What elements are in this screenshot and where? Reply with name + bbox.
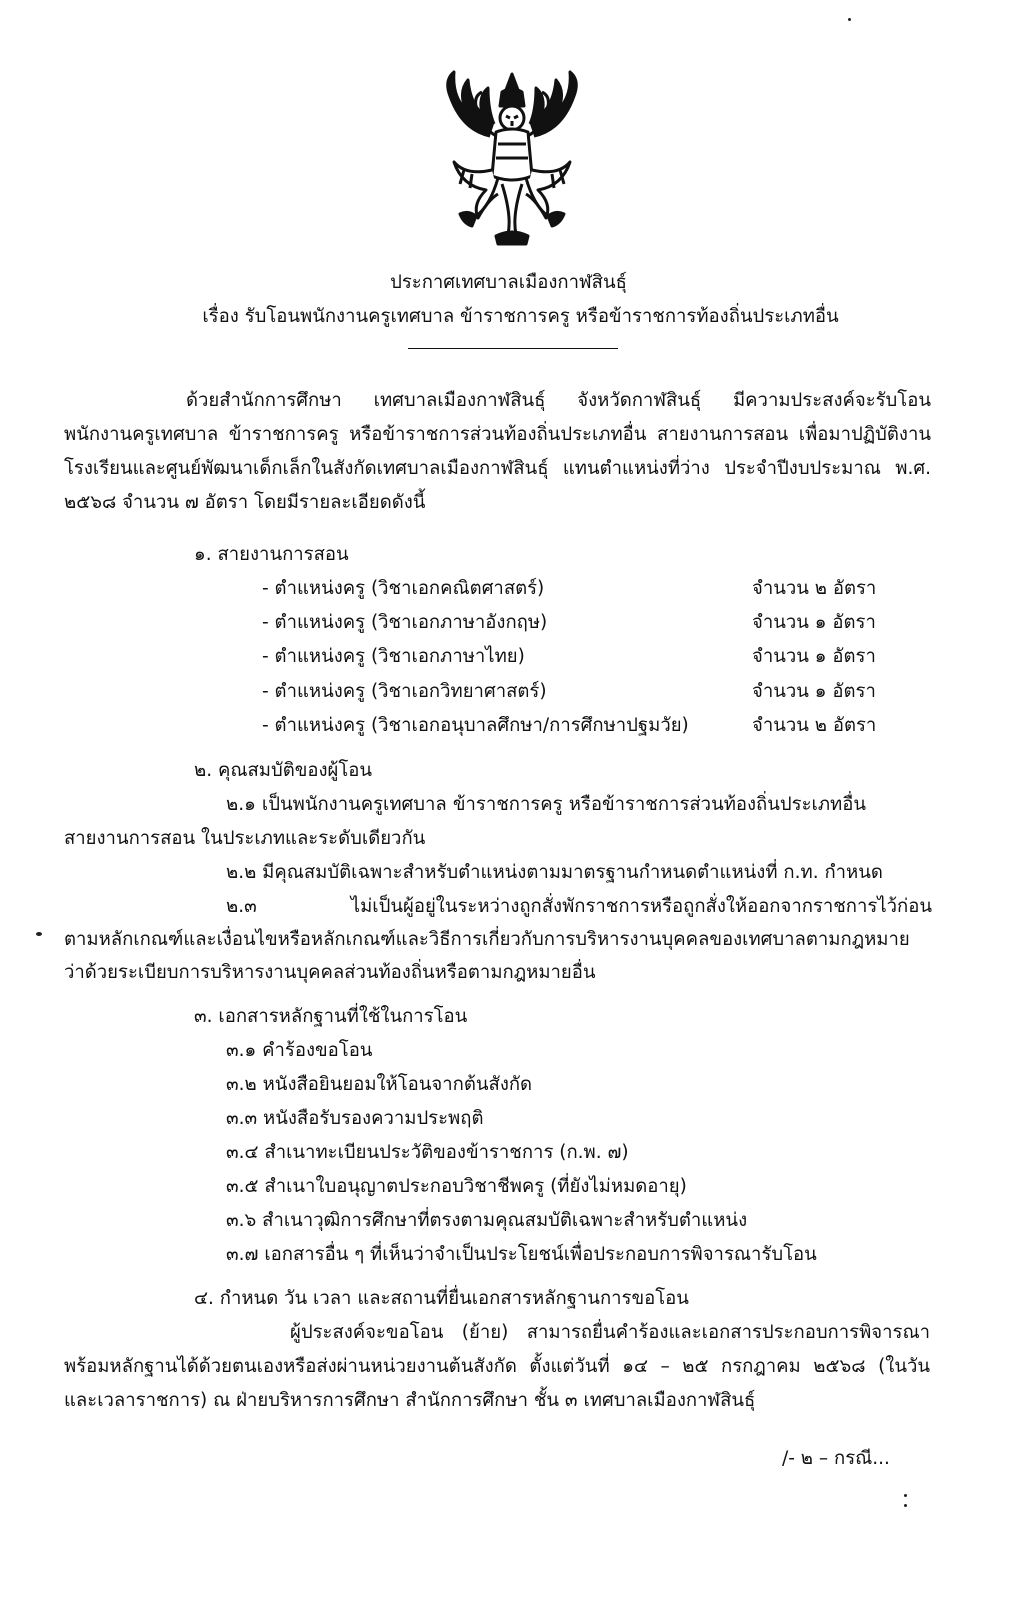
intro-line: ๒๕๖๘ จำนวน ๗ อัตรา โดยมีรายละเอียดดังนี้ xyxy=(64,492,426,513)
position-quantity: จำนวน ๑ อัตรา xyxy=(752,612,876,633)
document-item: ๓.๔ สำเนาทะเบียนประวัติของข้าราชการ (ก.พ. ๗) xyxy=(226,1142,629,1163)
announcement-subject: เรื่อง รับโอนพนักงานครูเทศบาล ข้าราชการครู หรือข้าราชการท้องถิ่นประเภทอื่น xyxy=(202,306,839,327)
qualification-item: ว่าด้วยระเบียบการบริหารงานบุคคลส่วนท้องถิ่นหรือตามกฎหมายอื่น xyxy=(64,962,596,983)
position-quantity: จำนวน ๑ อัตรา xyxy=(752,646,876,667)
document-item: ๓.๒ หนังสือยินยอมให้โอนจากต้นสังกัด xyxy=(226,1074,533,1095)
position-label: - ตำแหน่งครู (วิชาเอกภาษาไทย) xyxy=(262,646,525,667)
scan-speck xyxy=(904,1494,907,1497)
section-3-heading: ๓. เอกสารหลักฐานที่ใช้ในการโอน xyxy=(194,1006,468,1027)
announcement-title: ประกาศเทศบาลเมืองกาฬสินธุ์ xyxy=(390,272,627,293)
position-quantity: จำนวน ๒ อัตรา xyxy=(752,578,877,599)
intro-line: โรงเรียนและศูนย์พัฒนาเด็กเล็กในสังกัดเทศบาลเมืองกาฬสินธุ์ แทนตำแหน่งที่ว่าง ประจำปีงบประมาณ พ.ศ. xyxy=(64,458,931,479)
document-item: ๓.๗ เอกสารอื่น ๆ ที่เห็นว่าจำเป็นประโยชน์เพื่อประกอบการพิจารณารับโอน xyxy=(226,1244,817,1265)
position-label: - ตำแหน่งครู (วิชาเอกวิทยาศาสตร์) xyxy=(262,681,547,702)
qualification-item: สายงานการสอน ในประเภทและระดับเดียวกัน xyxy=(64,828,426,849)
document-item: ๓.๕ สำเนาใบอนุญาตประกอบวิชาชีพครู (ที่ยังไม่หมดอายุ) xyxy=(226,1176,687,1197)
scan-speck xyxy=(36,932,42,936)
document-item: ๓.๑ คำร้องขอโอน xyxy=(226,1040,373,1061)
scan-speck xyxy=(848,18,851,21)
document-item: ๓.๖ สำเนาวุฒิการศึกษาที่ตรงตามคุณสมบัติเฉพาะสำหรับตำแหน่ง xyxy=(226,1210,748,1231)
position-quantity: จำนวน ๑ อัตรา xyxy=(752,681,876,702)
section-1-heading: ๑. สายงานการสอน xyxy=(194,544,349,565)
title-underline xyxy=(408,348,618,349)
qualification-item: ๒.๒ มีคุณสมบัติเฉพาะสำหรับตำแหน่งตามมาตรฐานกำหนดตำแหน่งที่ ก.ท. กำหนด xyxy=(226,862,883,883)
intro-line: ด้วยสำนักการศึกษา เทศบาลเมืองกาฬสินธุ์ จังหวัดกาฬสินธุ์ มีความประสงค์จะรับโอน xyxy=(186,390,931,411)
qualification-item: ๒.๓ ไม่เป็นผู้อยู่ในระหว่างถูกสั่งพักราชการหรือถูกสั่งให้ออกจากราชการไว้ก่อน xyxy=(226,896,932,917)
scan-speck xyxy=(904,1504,907,1507)
garuda-emblem-icon xyxy=(432,66,592,248)
intro-line: พนักงานครูเทศบาล ข้าราชการครู หรือข้าราชการส่วนท้องถิ่นประเภทอื่น สายงานการสอน เพื่อมาปฏิบัติงาน xyxy=(64,424,931,445)
position-quantity: จำนวน ๒ อัตรา xyxy=(752,715,877,736)
position-label: - ตำแหน่งครู (วิชาเอกคณิตศาสตร์) xyxy=(262,578,545,599)
submission-text: พร้อมหลักฐานได้ด้วยตนเองหรือส่งผ่านหน่วยงานต้นสังกัด ตั้งแต่วันที่ ๑๔ – ๒๕ กรกฎาคม ๒๕๖๘ (ในวัน xyxy=(64,1356,930,1377)
section-2-heading: ๒. คุณสมบัติของผู้โอน xyxy=(194,760,373,781)
submission-text: และเวลาราชการ) ณ ฝ่ายบริหารการศึกษา สำนักการศึกษา ชั้น ๓ เทศบาลเมืองกาฬสินธุ์ xyxy=(64,1390,756,1411)
qualification-item: ตามหลักเกณฑ์และเงื่อนไขหรือหลักเกณฑ์และวิธีการเกี่ยวกับการบริหารงานบุคคลของเทศบาลตามกฎหมาย xyxy=(64,929,910,950)
submission-text: ผู้ประสงค์จะขอโอน (ย้าย) สามารถยื่นคำร้องและเอกสารประกอบการพิจารณา xyxy=(290,1322,930,1343)
position-label: - ตำแหน่งครู (วิชาเอกภาษาอังกฤษ) xyxy=(262,612,548,633)
page-continuation: /- ๒ – กรณี... xyxy=(782,1448,890,1469)
position-label: - ตำแหน่งครู (วิชาเอกอนุบาลศึกษา/การศึกษาปฐมวัย) xyxy=(262,715,689,736)
qualification-item: ๒.๑ เป็นพนักงานครูเทศบาล ข้าราชการครู หรือข้าราชการส่วนท้องถิ่นประเภทอื่น xyxy=(226,794,866,815)
section-4-heading: ๔. กำหนด วัน เวลา และสถานที่ยื่นเอกสารหลักฐานการขอโอน xyxy=(194,1288,689,1309)
document-item: ๓.๓ หนังสือรับรองความประพฤติ xyxy=(226,1108,484,1129)
